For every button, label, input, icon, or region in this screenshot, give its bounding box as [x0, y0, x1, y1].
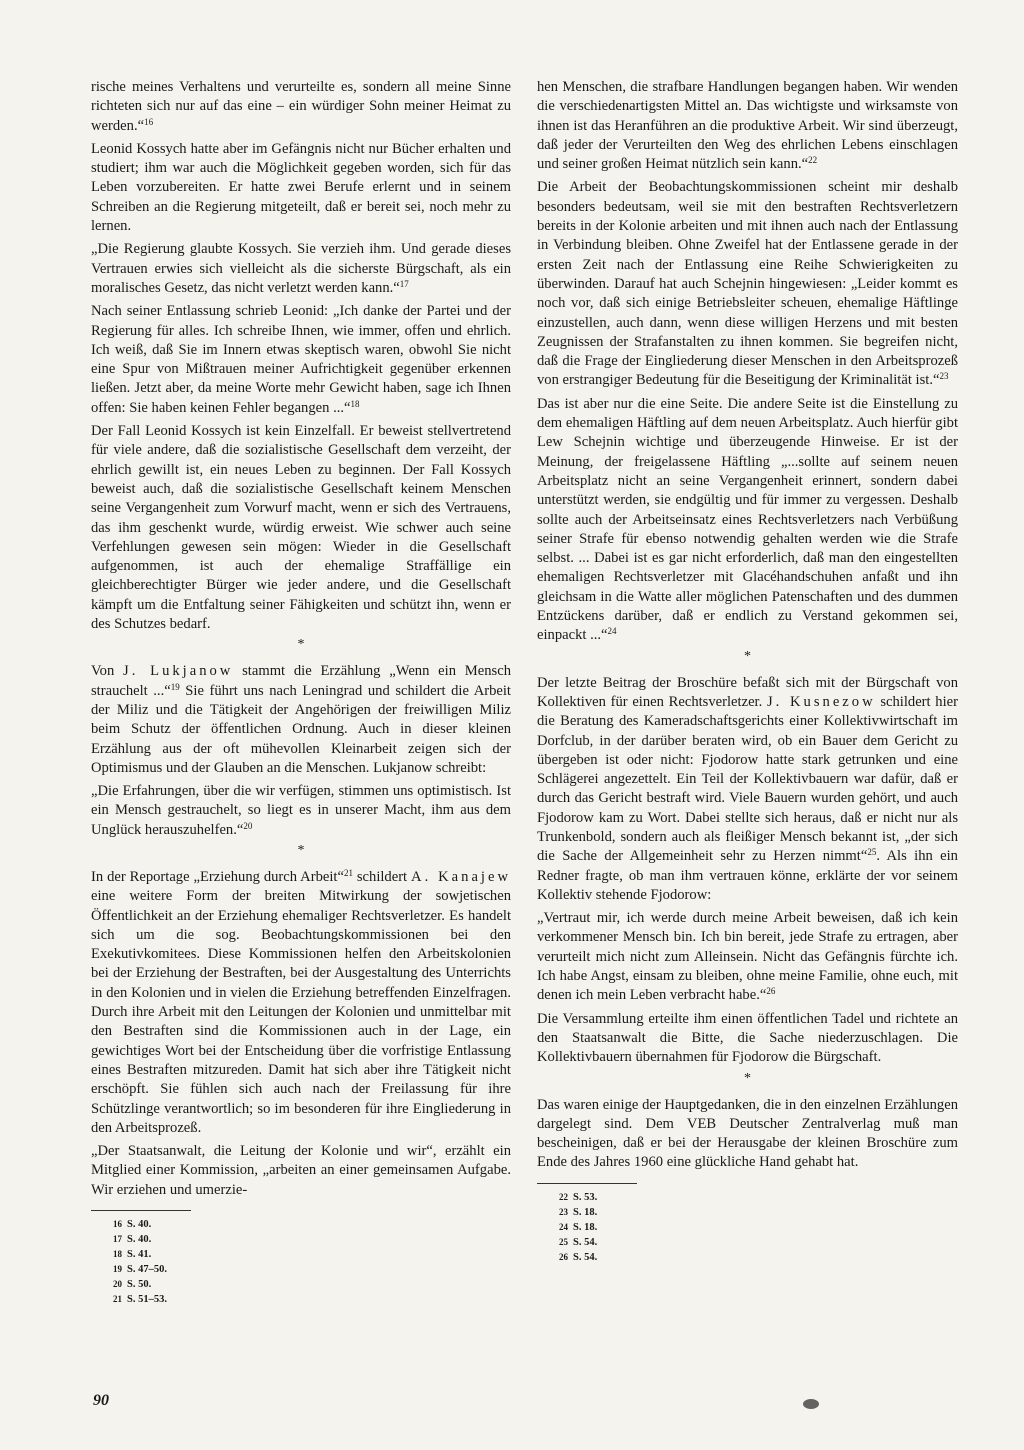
footnote-list: [537, 1190, 958, 1265]
quote-paragraph: „Vertraut mir, ich werde durch meine Arbeit beweisen, daß ich kein verkommener Mensch bin. Ich bin bereit, jede Strafe zu ertragen, aber verurteilt mich nicht zum Alleinsein. Nicht das Gefängnis fürchte ich. Ich habe Angst, einsam zu bleiben, ohne meine Familie, ohne euch, mit denen ich mein Leben verbracht habe.“$^{26}$: [537, 910, 958, 1004]
footnote: 20 S. 50.: [113, 1279, 152, 1291]
footnote-ref: 19: [170, 681, 180, 692]
footnote-ref: 26: [766, 986, 776, 997]
quote-paragraph: „Die Regierung glaubte Kossych. Sie verzieh ihm. Und gerade dieses Vertrauen erwies sich vielleicht als die sicherste Bürgschaft, als ein moralisches Gesetz, das nicht verletzt werden kann.“$^{17}$: [91, 241, 511, 296]
footnote-ref: 24: [607, 626, 617, 637]
footnote: 25 S. 54.: [559, 1236, 598, 1248]
footnote-rule: [537, 1183, 637, 1184]
footnote: 23 S. 18.: [559, 1206, 598, 1218]
quote-paragraph: hen Menschen, die strafbare Handlungen begangen haben. Wir wenden die verschiedenartigsten Mittel an. Das wichtigste und wirksamste von ihnen ist das Heranführen an die produktive Arbeit. Wir sind überzeugt, daß jeder der Verurteilten den Weg des ehrlichen Lebens einschlagen und seiner großen Heimat nützlich sein kann.“$^{22}$: [537, 79, 958, 173]
page-number: 90: [93, 1392, 109, 1409]
paragraph: Der Fall Leonid Kossych ist kein Einzelfall. Er beweist stellvertretend für viele andere, daß die sozialistische Gesellschaft dem verzeiht, der ehrlich gewillt ist, ein neues Leben zu beginnen. Der Fall Kossych beweist auch, daß die sozialistische Gesellschaft keinem Menschen seine Vergangenheit zum Vorwurf macht, wenn er sich des Vertrauens, das ihm geschenkt wurde, würdig erweist. Wie schwer auch seine Verfehlungen gewesen sein mögen: Wieder in die Gesellschaft aufgenommen, ist auch der ehemalige Straffällige ein gleichberechtigter Bürger wie jeder andere, und die Gesellschaft kämpft um die Entfaltung seiner Fähigkeiten und schützt ihn, wenn er des Schutzes bedarf.: [91, 423, 511, 633]
footnote: 22 S. 53.: [559, 1191, 598, 1203]
footnote-ref: 16: [144, 116, 154, 127]
paragraph: „Der Staatsanwalt, die Leitung der Kolonie und wir“, erzählt ein Mitglied einer Kommission, „arbeiten an einer gemeinsamen Aufgabe. Wir erziehen und umerzie-: [91, 1143, 511, 1198]
ink-smudge: [803, 1399, 819, 1409]
paragraph: rische meines Verhaltens und verurteilte es, sondern all meine Sinne richteten sich nur auf das eine – ein würdiger Sohn meiner Heimat zu werden.“$^{16}$: [91, 79, 511, 134]
footnote: 19 S. 47–50.: [113, 1264, 167, 1276]
section-separator: *: [297, 842, 305, 858]
paragraph: Die Versammlung erteilte ihm einen öffentlichen Tadel und richtete an den Staatsanwalt die Bitte, die Sache niederzuschlagen. Die Kollektivbauern übernahmen für Fjodorow die Bürgschaft.: [537, 1010, 958, 1066]
author-name: A. Kanajew: [411, 868, 512, 885]
section-separator: *: [744, 1070, 751, 1086]
right-column: [537, 78, 958, 1265]
paragraph: Die Arbeit der Beobachtungskommissionen scheint mir deshalb besonders bedeutsam, weil sie mit den bestraften Rechtsverletzern bereits in der Kolonie arbeiten und mit ihnen auch nach der Entlassung in Verbindung bleiben. Ohne Zweifel hat der Entlassene gerade in der ersten Zeit nach der Entlassung eine Reihe Schwierigkeiten zu überwinden. Darauf hat auch Schejnin hingewiesen: „Leider kommt es noch vor, daß sich einige Betriebsleiter scheuen, ehemalige Häftlinge einzustellen, auch dann, wenn diese willigen Herzens und mit besten Zeugnissen der Strafanstalten zu ihnen kommen. Sie begreifen nicht, daß die Frage der Eingliederung dieser Menschen in den Arbeitsprozeß von erstrangiger Bedeutung für die Beseitigung der Kriminalität ist.“$^{23}$: [537, 179, 958, 389]
section-separator: *: [744, 648, 751, 664]
footnote: 26 S. 54.: [559, 1251, 598, 1263]
paragraph: Nach seiner Entlassung schrieb Leonid: „Ich danke der Partei und der Regierung für alles. Ich schreibe Ihnen, wie immer, offen und ehrlich. Ich weiß, daß Sie im Innern etwas skeptisch waren, obwohl Sie nicht eine Spur von Mißtrauen meiner Aufrichtigkeit gegenüber erkennen ließen. Jetzt aber, da meine Worte mehr Gewicht haben, sage ich Ihnen offen: Sie haben keinen Fehler begangen ...“$^{18}$: [91, 303, 511, 416]
section-separator: *: [297, 637, 305, 653]
footnote: 18 S. 41.: [113, 1249, 152, 1261]
paragraph: Von J. Lukjanow stammt die Erzählung „Wenn ein Mensch strauchelt ...“$^{19}$ Sie führt uns nach Leningrad und schildert die Arbeit der Miliz und die Tätigkeit der Angehörigen der freiwilligen Miliz beim Schutz der öffentlichen Ordnung. Auch in dieser kleinen Erzählung aus der oft mühevollen Kleinarbeit zeigen sich der Optimismus und der Glauben an die Menschen. Lukjanow schreibt:: [91, 663, 511, 776]
paragraph: Leonid Kossych hatte aber im Gefängnis nicht nur Bücher erhalten und studiert; ihm war auch die Möglichkeit gegeben worden, sich für das Leben vorzubereiten. Er hatte zwei Berufe erlernt und in seinem Schreiben an die Regierung mitgeteilt, daß er bereit sei, noch mehr zu lernen.: [91, 140, 511, 235]
footnote-ref: 21: [343, 867, 353, 878]
footnote-ref: 17: [399, 278, 409, 289]
left-column: [91, 78, 511, 1307]
footnote-ref: 25: [867, 847, 877, 858]
footnote: 21 S. 51–53.: [113, 1294, 167, 1306]
paragraph: Das ist aber nur die eine Seite. Die andere Seite ist die Einstellung zu dem ehemaligen Häftling auf dem neuen Arbeitsplatz. Auch hierfür gibt Lew Schejnin wichtige und überzeugende Hinweise. Er ist der Meinung, der freigelassene Häftling „...sollte auf seinem neuen Arbeitsplatz nicht an seine Vergangenheit erinnert, sondern dabei unterstützt werden, sie endgültig und für immer zu vergessen. Deshalb sollte auch der Arbeitseinsatz eines Rechtsverletzers nach Verbüßung seiner Strafe für ebenso notwendig gehalten werden wie die Strafe selbst. ... Dabei ist es gar nicht erforderlich, daß man den eingestellten ehemaligen Rechtsverletzer mit Glacéhandschuhen anfaßt und ihn gleichsam in die Watte aller möglichen Patenschaften und des dummen Entzückens darüber, daß er endlich zu Verstand gekommen sei, einpackt ...“$^{24}$: [537, 395, 958, 644]
footnote-ref: 22: [808, 155, 818, 166]
quote-paragraph: „Die Erfahrungen, über die wir verfügen, stimmen uns optimistisch. Ist ein Mensch gestrauchelt, so liegt es in unserer Macht, ihm aus dem Unglück herauszuhelfen.“$^{20}$: [91, 783, 511, 838]
footnote: 16 S. 40.: [113, 1219, 152, 1231]
paragraph: Das waren einige der Hauptgedanken, die in den einzelnen Erzählungen dargelegt sind. Dem VEB Deutscher Zentralverlag muß man bescheinigen, daß er bei der Herausgabe der kleinen Broschüre zum Ende des Jahres 1960 eine glückliche Hand gehabt hat.: [537, 1096, 958, 1171]
paragraph: In der Reportage „Erziehung durch Arbeit“$^{21}$ schildert A. Kanajew eine weitere Form der breiten Mitwirkung der sowjetischen Öffentlichkeit an der Erziehung ehemaliger Rechtsverletzer. Es handelt sich um die sog. Beobachtungskommissionen bei den Exekutivkomitees. Diese Kommissionen helfen den Arbeitskolonien bei der Erziehung der Bestraften, bei der Ausgestaltung des Unterrichts in den Kolonien und in vielen die Erziehung betreffenden Einzelfragen. Durch ihre Arbeit mit den Leitungen der Kolonien und unmittelbar mit den Bestraften sind die Kommissionen auch in der Lage, ein gewichtiges Wort bei der Entscheidung über die vorfristige Entlassung eines Bestraften mitzureden. Damit hat sich aber ihre Tätigkeit nicht erschöpft. Sie fühlen sich auch nach der Freilassung für ihre Schützlinge verantwortlich; so im besonderen für ihre Eingliederung in den Arbeitsprozeß.: [91, 867, 512, 1136]
footnote-ref: 18: [350, 398, 360, 409]
footnote-list: [91, 1217, 511, 1307]
footnote: 24 S. 18.: [559, 1221, 598, 1233]
footnote-rule: [91, 1210, 191, 1211]
author-name: J. Lukjanow: [123, 663, 234, 680]
paragraph: Der letzte Beitrag der Broschüre befaßt sich mit der Bürgschaft von Kollektiven für einen Rechtsverletzer. J. Kusnezow schildert hier die Beratung des Kameradschaftsgerichts einer Kollektivwirtschaft im Dorfclub, in der darüber beraten wird, ob ein Bauer dem Gericht zu übergeben ist oder nicht: Fjodorow hatte stark getrunken und eine Schlägerei angezettelt. Ein Teil der Kollektivbauern war dafür, daß er durch das Gericht bestraft wird. Viele Bauern wurden gehört, und auch Fjodorow kam zu Wort. Dabei stellte sich heraus, daß er nicht nur als Trunkenbold, sondern auch als fleißiger Mensch bekannt ist, „der sich die Sache der Allgemeinheit sehr zu Herzen nimmt“$^{25}$. Als ihn ein Redner fragte, ob man ihm vertrauen könne, erklärte der vor seinem Kollektiv stehende Fjodorow:: [537, 674, 958, 903]
footnote-ref: 20: [243, 820, 253, 831]
footnote: 17 S. 40.: [113, 1234, 152, 1246]
author-name: J. Kusnezow: [766, 693, 876, 710]
footnote-ref: 23: [939, 371, 949, 382]
